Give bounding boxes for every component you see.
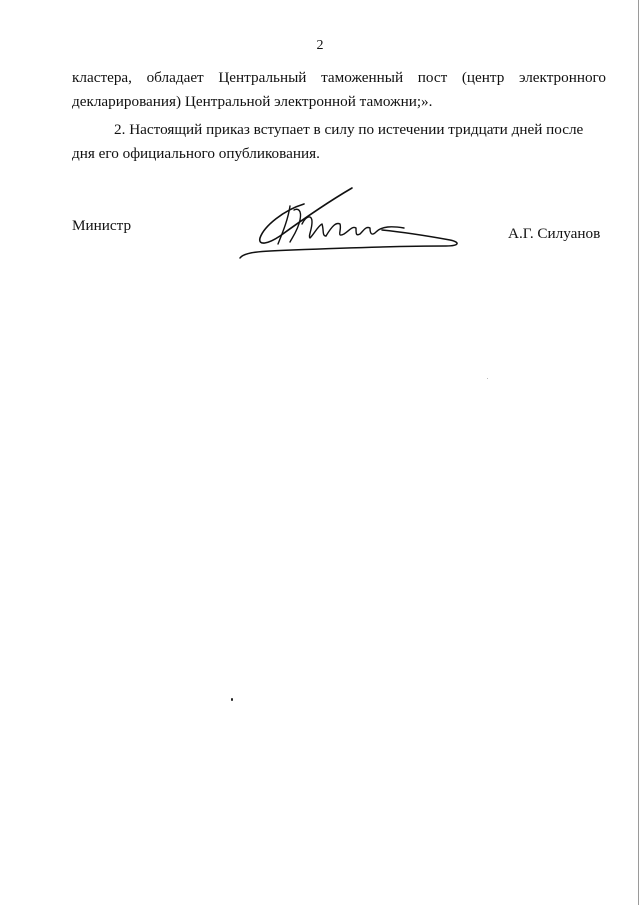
scan-speck bbox=[487, 378, 488, 379]
signatory-title: Министр bbox=[72, 217, 132, 234]
paragraph-2: 2. Настоящий приказ вступает в силу по истечении тридцати дней после дня его официального опубликования. bbox=[72, 121, 584, 162]
paragraph-continuation: кластера, обладает Центральный таможенный пост (центр электронного декларирования) Центральной электронной таможни;». bbox=[72, 69, 606, 110]
scan-speck bbox=[231, 698, 233, 701]
signatory-name: А.Г. Силуанов bbox=[508, 225, 601, 242]
page-edge bbox=[638, 0, 639, 905]
handwritten-signature bbox=[232, 180, 468, 266]
page-number: 2 bbox=[316, 38, 324, 53]
